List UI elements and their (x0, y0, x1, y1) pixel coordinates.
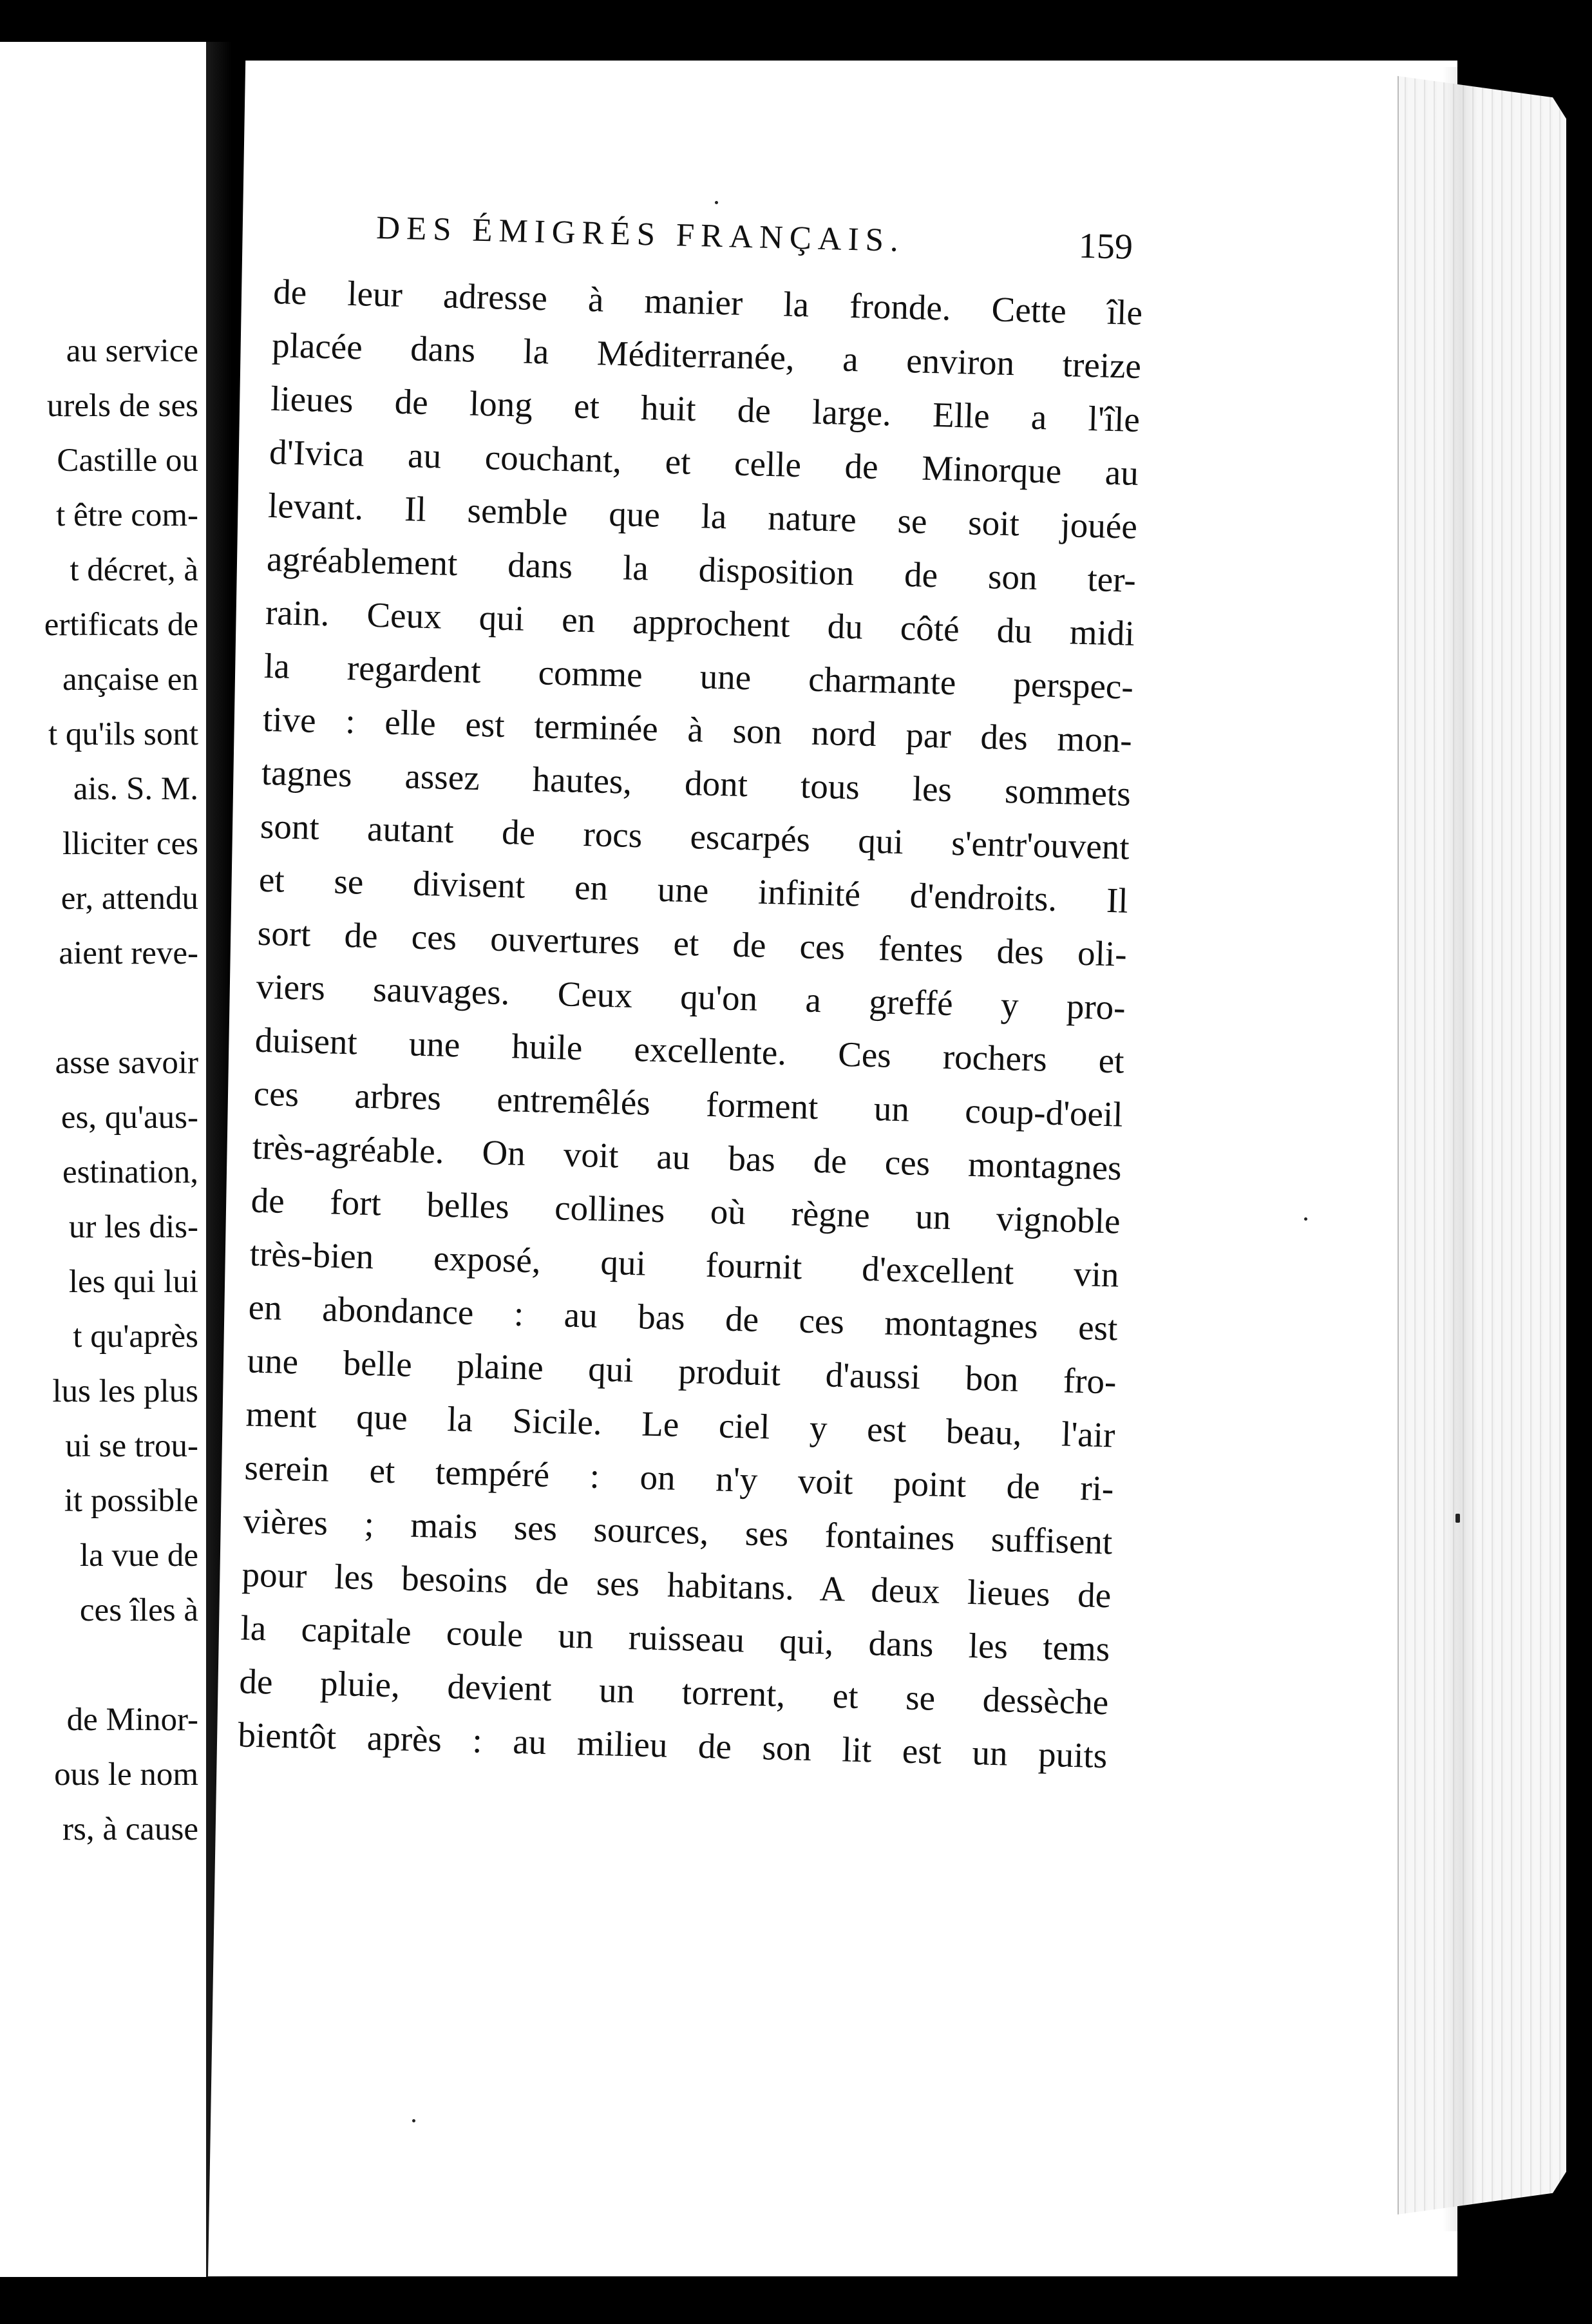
left-line-14: es, qu'aus- (61, 1100, 198, 1136)
left-line-24: de Minor- (66, 1702, 198, 1738)
left-line-20: ui se trou- (65, 1428, 198, 1464)
left-page (0, 42, 206, 2277)
text-line-20: en abondance : au bas de ces montagnes est (248, 1287, 1119, 1348)
text-line-9: tive : elle est terminée à son nord par des mon- (262, 699, 1133, 760)
text-line-21: une belle plaine qui produit d'aussi bon fro- (247, 1340, 1117, 1402)
left-line-13: asse savoir (55, 1045, 198, 1081)
ink-speck (715, 201, 718, 204)
page-edge-stack (1398, 76, 1566, 2214)
left-line-11: er, attendu (61, 881, 198, 917)
text-line-12: et se divisent en une infinité d'endroits. Il (258, 859, 1129, 920)
page-edge-shadow (1443, 67, 1478, 2231)
text-line-13: sort de ces ouvertures et de ces fentes des oli- (257, 913, 1128, 974)
ink-speck (1304, 1217, 1307, 1221)
text-line-18: de fort belles collines où règne un vignoble (251, 1180, 1121, 1241)
text-line-23: serein et tempéré : on n'y voit point de ri- (243, 1447, 1115, 1509)
text-line-16: ces arbres entremêlés forment un coup-d'oeil (253, 1073, 1124, 1134)
text-line-5: levant. Il semble que la nature se soit jouée (267, 485, 1138, 546)
running-head: DES ÉMIGRÉS FRANÇAIS. (375, 209, 905, 260)
left-line-4: t être com- (56, 497, 198, 533)
left-line-12: aient reve- (59, 935, 198, 971)
left-line-8: t qu'ils sont (48, 716, 198, 752)
left-line-21: it possible (64, 1483, 198, 1519)
text-line-2: placée dans la Méditerranée, a environ treize (271, 325, 1142, 386)
text-line-28: bientôt après : au milieu de son lit est un puits (237, 1715, 1108, 1776)
text-line-27: de pluie, devient un torrent, et se dessèche (238, 1661, 1109, 1722)
left-line-10: lliciter ces (62, 826, 198, 862)
text-line-7: rain. Ceux qui en approchent du côté du midi (265, 592, 1135, 653)
left-line-16: ur les dis- (68, 1209, 198, 1245)
left-line-22: la vue de (79, 1538, 198, 1574)
text-line-25: pour les besoins de ses habitans. A deux lieues de (241, 1554, 1112, 1615)
left-line-9: ais. S. M. (73, 771, 198, 807)
left-line-6: ertificats de (44, 607, 198, 643)
text-line-22: ment que la Sicile. Le ciel y est beau, l'air (245, 1394, 1116, 1455)
left-line-15: estination, (62, 1154, 198, 1190)
text-line-14: viers sauvages. Ceux qu'on a greffé y pro- (256, 966, 1126, 1027)
ink-speck (1455, 1514, 1460, 1523)
left-line-17: les qui lui (68, 1264, 198, 1300)
page-number: 159 (1078, 225, 1133, 267)
text-line-26: la capitale coule un ruisseau qui, dans les tems (240, 1608, 1110, 1669)
left-page-text (0, 42, 206, 2277)
text-line-6: agréablement dans la disposition de son ter- (266, 538, 1137, 600)
ink-speck (412, 2119, 415, 2122)
text-line-3: lieues de long et huit de large. Elle a l'île (270, 378, 1141, 439)
left-line-1: au service (66, 333, 198, 369)
left-line-2: urels de ses (46, 388, 198, 424)
left-line-18: t qu'après (73, 1319, 198, 1355)
left-line-3: Castille ou (57, 443, 198, 479)
text-line-24: vières ; mais ses sources, ses fontaines suffisent (242, 1501, 1113, 1562)
left-line-19: lus les plus (52, 1373, 198, 1409)
left-line-7: ançaise en (62, 662, 198, 698)
left-line-5: t décret, à (70, 552, 198, 588)
text-line-4: d'Ivica au couchant, et celle de Minorque au (269, 432, 1139, 493)
text-line-11: sont autant de rocs escarpés qui s'entr'ouvent (260, 806, 1130, 867)
text-line-19: très-bien exposé, qui fournit d'excellent vin (249, 1233, 1120, 1295)
left-line-26: rs, à cause (62, 1811, 198, 1847)
text-line-1: de leur adresse à manier la fronde. Cette île (272, 272, 1143, 332)
text-line-8: la regardent comme une charmante perspec- (263, 645, 1134, 707)
text-line-10: tagnes assez hautes, dont tous les sommets (261, 752, 1132, 814)
body-text (234, 274, 1143, 1905)
text-line-15: duisent une huile excellente. Ces rochers et (254, 1020, 1125, 1081)
text-line-17: très-agréable. On voit au bas de ces montagnes (252, 1127, 1123, 1188)
left-line-23: ces îles à (79, 1592, 198, 1628)
left-line-25: ous le nom (54, 1757, 198, 1793)
